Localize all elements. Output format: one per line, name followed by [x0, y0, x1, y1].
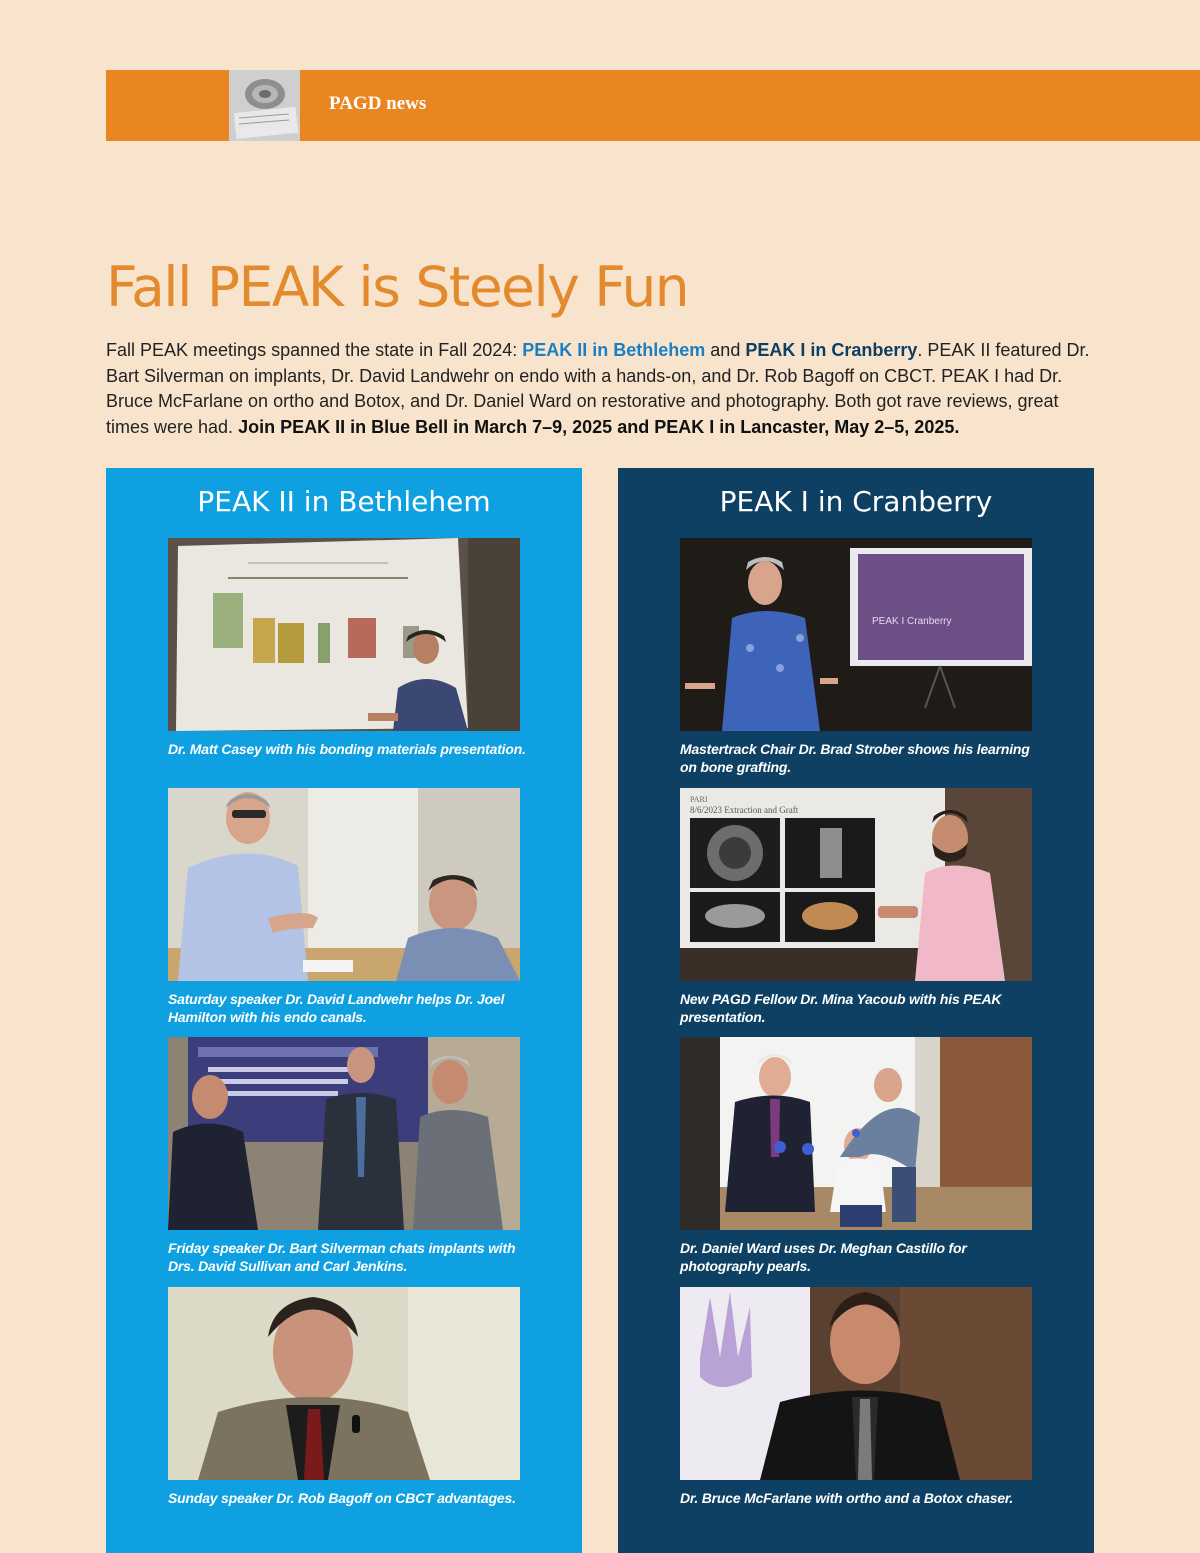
intro-text: Fall PEAK meetings spanned the state in Fall 2024:: [106, 340, 523, 360]
slide-label: PARI: [690, 795, 708, 804]
photo-caption: Dr. Matt Casey with his bonding materials presentation.: [168, 741, 526, 757]
section-title: PAGD news: [329, 93, 427, 114]
slide-title: PEAK I Cranberry: [872, 616, 952, 627]
peak-ii-panel: [106, 468, 582, 1553]
photo-caption: Sunday speaker Dr. Rob Bagoff on CBCT advantages.: [168, 1490, 516, 1506]
newspaper-icon: [229, 70, 300, 141]
peak-i-link[interactable]: PEAK I in Cranberry: [745, 340, 918, 360]
photo-caption: Mastertrack Chair Dr. Brad Strober shows his learning on bone grafting.: [680, 741, 1030, 775]
panel-title: PEAK II in Bethlehem: [197, 485, 491, 518]
photo-bruce-mcfarlane: [680, 1287, 1032, 1480]
photo-matt-casey: [168, 538, 520, 731]
photo-rob-bagoff: [168, 1287, 520, 1480]
photo-brad-strober: [680, 538, 1032, 731]
intro-callout: Join PEAK II in Blue Bell in March 7–9, 2025 and PEAK I in Lancaster, May 2–5, 2025.: [238, 416, 960, 437]
photo-caption: Dr. Bruce McFarlane with ortho and a Botox chaser.: [680, 1490, 1014, 1506]
photo-mina-yacoub: [680, 788, 1032, 981]
photo-bart-silverman: [168, 1037, 520, 1230]
photo-david-landwehr: [168, 788, 520, 981]
photo-caption: Saturday speaker Dr. David Landwehr helps Dr. Joel Hamilton with his endo canals.: [168, 991, 505, 1025]
peak-ii-link[interactable]: PEAK II in Bethlehem: [522, 340, 706, 360]
peak-i-panel: [618, 468, 1094, 1553]
photo-caption: Dr. Daniel Ward uses Dr. Meghan Castillo for photography pearls.: [680, 1240, 967, 1274]
slide-heading: 8/6/2023 Extraction and Graft: [690, 805, 799, 815]
article-title: Fall PEAK is Steely Fun: [106, 255, 689, 319]
panel-title: PEAK I in Cranberry: [719, 485, 993, 518]
photo-daniel-ward: [680, 1037, 1032, 1230]
intro-text: and: [705, 340, 746, 360]
article-intro: [106, 338, 1096, 440]
photo-caption: Friday speaker Dr. Bart Silverman chats implants with Drs. David Sullivan and Carl Jenkins.: [168, 1240, 516, 1274]
photo-caption: New PAGD Fellow Dr. Mina Yacoub with his PEAK presentation.: [680, 991, 1002, 1025]
intro-text: . PEAK II featured Dr. Bart Silverman on implants, Dr. David Landwehr on endo with a hands-on, and Dr. Rob Bagoff on CBCT. PEAK I had Dr. Bruce McFarlane on ortho and Botox, and Dr. Daniel Ward on restorative and photography. Both got rave reviews, great times were had.: [106, 340, 1090, 437]
